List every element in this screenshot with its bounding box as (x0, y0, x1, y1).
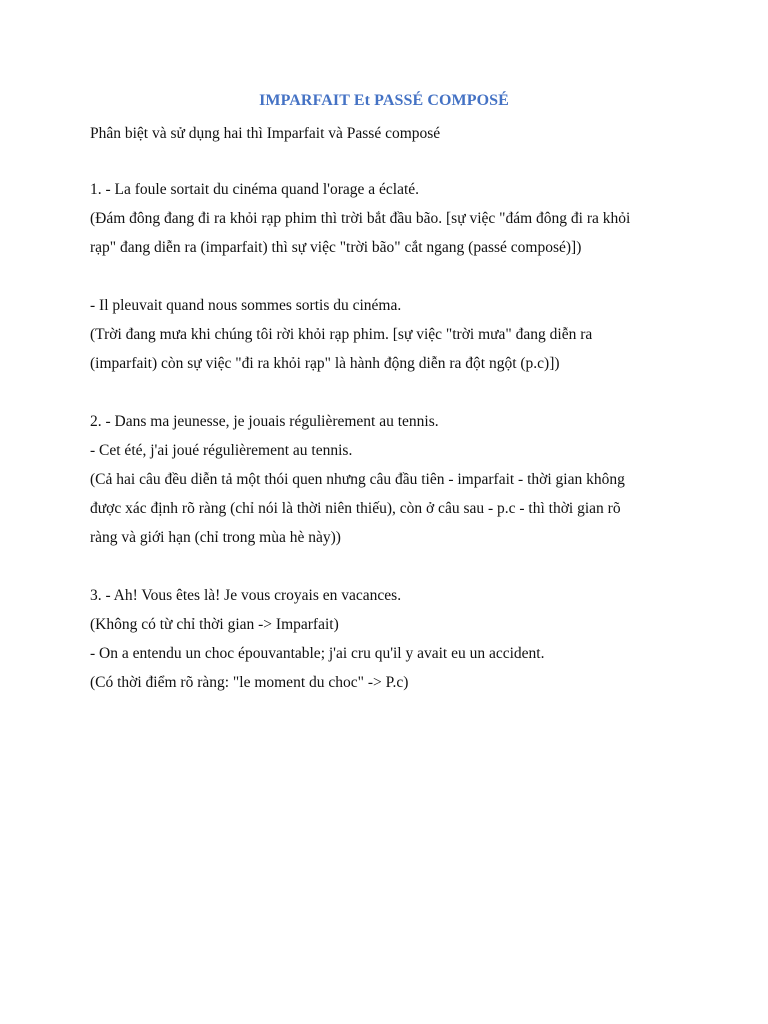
section-1-line-3: rạp" đang diễn ra (imparfait) thì sự việc "trời bão" cắt ngang (passé composé)]) (90, 239, 582, 256)
section-3-line-2: - Cet été, j'ai joué régulièrement au tennis. (90, 442, 353, 459)
section-4-line-4: (Có thời điểm rõ ràng: "le moment du choc" -> P.c) (90, 674, 409, 691)
section-4-line-2: (Không có từ chỉ thời gian -> Imparfait) (90, 616, 339, 633)
document-subtitle: Phân biệt và sử dụng hai thì Imparfait và Passé composé (90, 125, 441, 142)
section-1-line-2: (Đám đông đang đi ra khỏi rạp phim thì trời bắt đầu bão. [sự việc "đám đông đi ra khỏi (90, 210, 631, 227)
section-3-line-5: ràng và giới hạn (chỉ trong mùa hè này)) (90, 529, 341, 546)
document-title: IMPARFAIT Et PASSÉ COMPOSÉ (259, 92, 509, 109)
section-3-line-4: được xác định rõ ràng (chỉ nói là thời niên thiếu), còn ở câu sau - p.c - thì thời gian rõ (90, 500, 621, 517)
section-2-line-3: (imparfait) còn sự việc "đi ra khỏi rạp" là hành động diễn ra đột ngột (p.c)]) (90, 355, 560, 372)
section-1-line-1: 1. - La foule sortait du cinéma quand l'orage a éclaté. (90, 181, 420, 198)
section-4-line-3: - On a entendu un choc épouvantable; j'ai cru qu'il y avait eu un accident. (90, 645, 545, 662)
section-2-line-2: (Trời đang mưa khi chúng tôi rời khỏi rạp phim. [sự việc "trời mưa" đang diễn ra (90, 326, 593, 343)
section-4-line-1: 3. - Ah! Vous êtes là! Je vous croyais en vacances. (90, 587, 402, 604)
section-3-line-3: (Cả hai câu đều diễn tả một thói quen nhưng câu đầu tiên - imparfait - thời gian không (90, 471, 625, 488)
section-2-line-1: - Il pleuvait quand nous sommes sortis du cinéma. (90, 297, 402, 314)
section-3-line-1: 2. - Dans ma jeunesse, je jouais régulièrement au tennis. (90, 413, 439, 430)
